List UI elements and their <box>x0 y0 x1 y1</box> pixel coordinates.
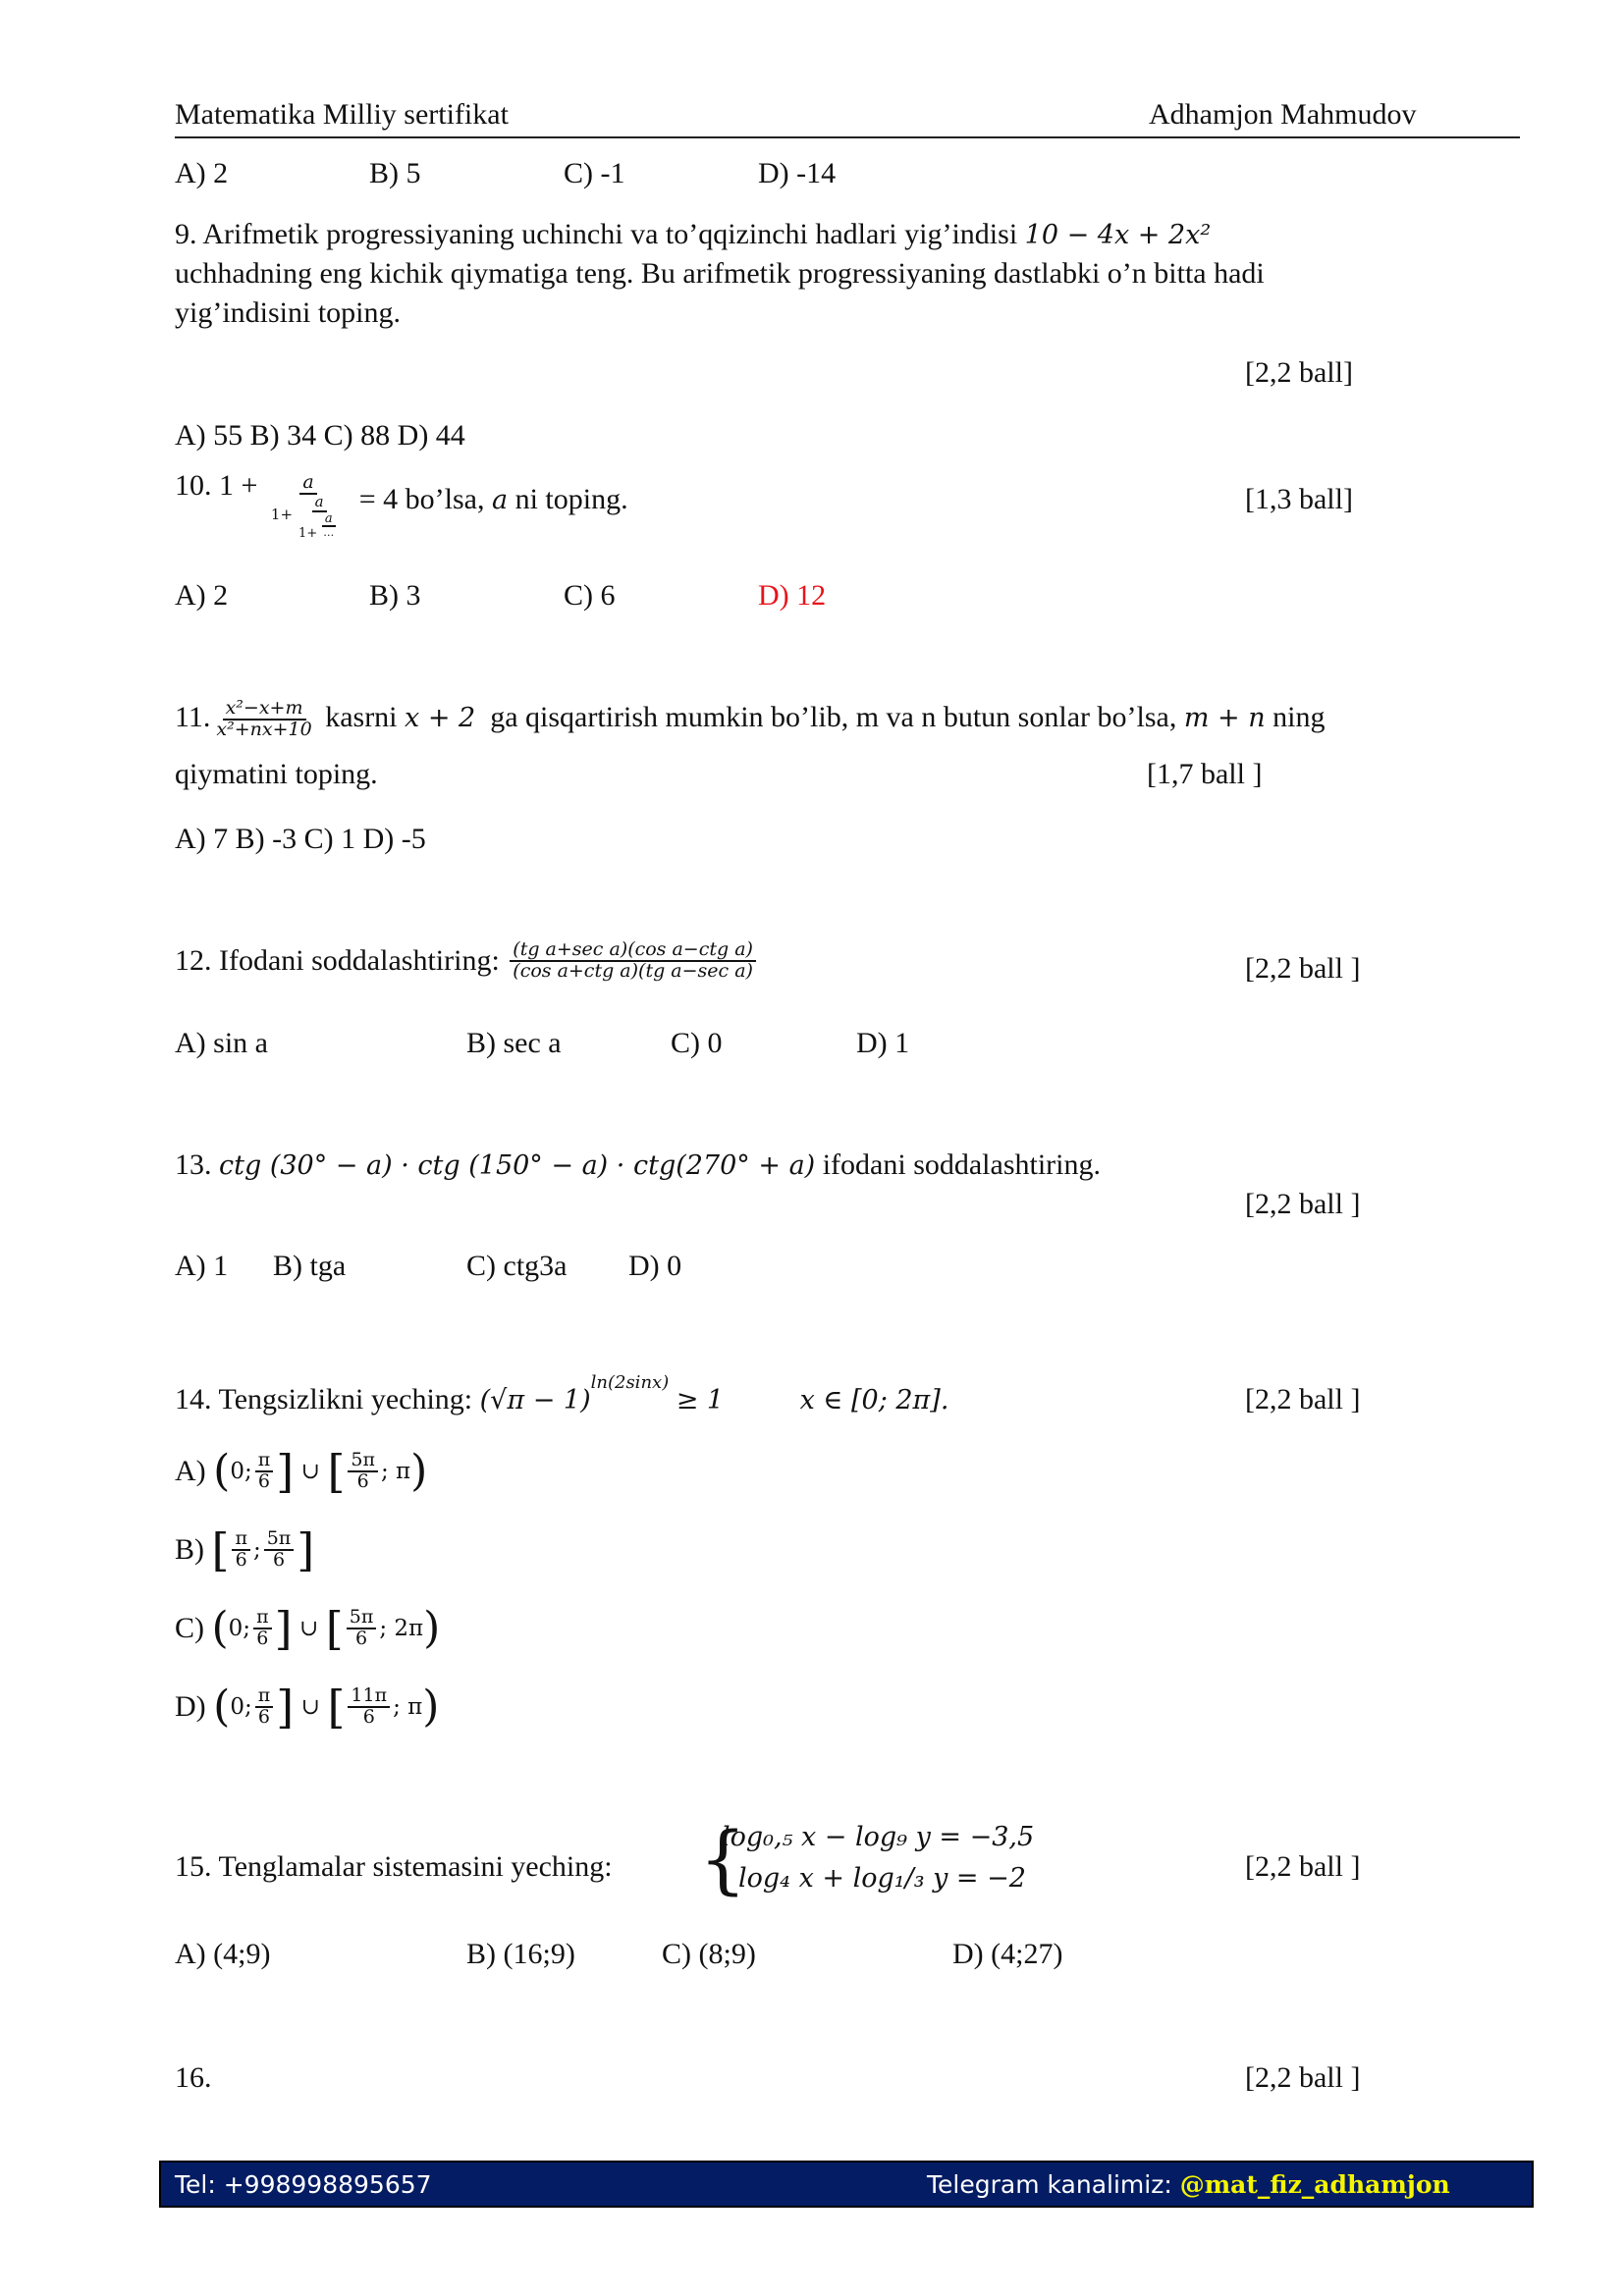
q12-fraction <box>510 940 756 982</box>
q12-frac-num: (tg a+sec a)(cos a−ctg a) <box>510 940 756 962</box>
q10-option-b: B) 3 <box>369 579 421 612</box>
q15-eq2: log₄ x + log₁/₃ y = −2 <box>738 1863 1026 1894</box>
q11-number: 11. <box>175 700 211 733</box>
q10-tail: ni toping. <box>514 483 628 515</box>
footer-telegram <box>927 2170 1450 2199</box>
q8-option-b: B) 5 <box>369 157 421 189</box>
q11-line1 <box>175 699 1325 740</box>
5pi-over-6: $\frac{5\pi}{6}$ <box>264 1529 295 1571</box>
q12-points: [2,2 ball ] <box>1245 952 1361 985</box>
q10-inner-num: a <box>312 495 327 512</box>
q14-relation: ≥ 1 <box>676 1385 725 1415</box>
q14-exponent: ln(2sinx) <box>590 1372 670 1393</box>
q10-number: 10. 1 + <box>175 469 258 502</box>
q10-continued-fraction <box>268 473 349 543</box>
q15-option-b: B) (16;9) <box>466 1938 575 1970</box>
open-paren: ( <box>213 1445 231 1496</box>
open-bracket: [ <box>327 1444 346 1498</box>
q14-points: [2,2 ball ] <box>1245 1383 1361 1415</box>
q13-option-a: A) 1 <box>175 1250 229 1282</box>
q14-option-d-letter: D) <box>175 1689 206 1723</box>
header-author: Adhamjon Mahmudov <box>1149 98 1417 131</box>
q11-text3: ning <box>1272 700 1326 733</box>
q11-fraction <box>213 699 314 740</box>
q16-points: [2,2 ball ] <box>1245 2061 1361 2094</box>
footer-phone: Tel: +998998895657 <box>175 2170 432 2199</box>
header-divider <box>175 136 1520 138</box>
q10-den-prefix: 1+ <box>270 505 294 523</box>
open-bracket: [ <box>211 1522 230 1576</box>
q8-option-a: A) 2 <box>175 157 229 189</box>
q11-line2: qiymatini toping. <box>175 758 378 790</box>
q11-math2: m + n <box>1183 702 1266 733</box>
q12-option-a: A) sin a <box>175 1027 268 1059</box>
q13-expression: ctg (30° − a) · ctg (150° − a) · ctg(270° + a) <box>219 1150 816 1181</box>
q14-option-b: B) [ $\frac{\pi}{6}$ ; $\frac{5\pi}{6}$ ] <box>175 1522 315 1576</box>
q13-option-c: C) ctg3a <box>466 1250 568 1282</box>
pi-over-6: $\frac{\pi}{6}$ <box>255 1686 274 1728</box>
q10-option-d-correct: D) 12 <box>758 579 827 612</box>
q13-points: [2,2 ball ] <box>1245 1188 1361 1220</box>
q11-points: [1,7 ball ] <box>1147 758 1263 790</box>
zero: 0; <box>230 1458 252 1484</box>
q10-line <box>175 469 628 543</box>
q9-options: A) 55 B) 34 C) 88 D) 44 <box>175 419 465 452</box>
q12-frac-den: (cos a+ctg a)(tg a−sec a) <box>513 959 753 982</box>
q14-option-a-letter: A) <box>175 1454 206 1487</box>
union-symbol: ∪ <box>300 1458 320 1484</box>
q8-option-c: C) -1 <box>564 157 625 189</box>
q11-frac-den: x²+nx+10 <box>216 718 312 740</box>
q14-option-c: C) (0; $\frac{\pi}{6}$ ] ∪ [ $\frac{5\pi}{6}$ ; 2π) <box>175 1601 441 1655</box>
q11-text2: ga qisqartirish mumkin bo’lib, m va n butun sonlar bo’lsa, <box>490 700 1177 733</box>
close-paren: ) <box>410 1445 428 1496</box>
q11-text1: kasrni <box>325 700 398 733</box>
5pi-over-6: $\frac{5\pi}{6}$ <box>348 1451 378 1492</box>
q14-option-b-letter: B) <box>175 1532 204 1566</box>
close-bracket: ] <box>297 1522 315 1576</box>
q10-points: [1,3 ball] <box>1245 483 1353 515</box>
q10-option-c: C) 6 <box>564 579 616 612</box>
q13-number: 13. <box>175 1148 212 1181</box>
q14-option-d: D) (0; $\frac{\pi}{6}$ ] ∪ [ $\frac{11\pi}{6}$ ; π) <box>175 1680 440 1734</box>
q9-line3: yig’indisini toping. <box>175 296 402 329</box>
q9-line2: uchhadning eng kichik qiymatiga teng. Bu arifmetik progressiyaning dastlabki o’n bitta hadi <box>175 257 1265 290</box>
q8-option-d: D) -14 <box>758 157 837 189</box>
q10-inner-frac <box>296 492 343 543</box>
q14-base: (√π − 1) <box>479 1385 591 1415</box>
q14-option-c-letter: C) <box>175 1611 204 1644</box>
q13-text: ifodani soddalashtiring. <box>822 1148 1102 1181</box>
pi-end: ; π <box>380 1458 411 1484</box>
q11-math1: x + 2 <box>405 702 476 733</box>
q11-options: A) 7 B) -3 C) 1 D) -5 <box>175 823 426 855</box>
5pi-over-6: $\frac{5\pi}{6}$ <box>347 1608 377 1649</box>
q15-points: [2,2 ball ] <box>1245 1850 1361 1883</box>
q10-frac-den <box>268 492 349 543</box>
q10-inner-prefix: 1+ <box>298 525 318 541</box>
q14-domain: x ∈ [0; 2π]. <box>799 1385 949 1415</box>
q10-inner-den <box>296 512 343 544</box>
pi-over-6: $\frac{\pi}{6}$ <box>255 1451 274 1492</box>
q12-line <box>175 940 759 982</box>
q13-option-d: D) 0 <box>628 1250 682 1282</box>
q14-label: 14. Tengsizlikni yeching: <box>175 1383 473 1415</box>
q12-label: 12. Ifodani soddalashtiring: <box>175 943 500 977</box>
q16-number: 16. <box>175 2061 212 2094</box>
q10-var: a <box>491 485 509 515</box>
q12-option-b: B) sec a <box>466 1027 562 1059</box>
q10-inner2-den: … <box>323 526 335 540</box>
q14-option-a <box>175 1444 428 1498</box>
q14-line <box>175 1372 949 1417</box>
q12-option-d: D) 1 <box>856 1027 910 1059</box>
q15-eq1: log₀,₅ x − log₉ y = −3,5 <box>722 1822 1035 1852</box>
q10-option-a: A) 2 <box>175 579 229 612</box>
q15-option-d: D) (4;27) <box>952 1938 1063 1970</box>
q10-inner2-num: a <box>322 512 336 528</box>
q10-inner2-frac <box>320 512 337 539</box>
q15-option-c: C) (8;9) <box>662 1938 756 1970</box>
q9-text: 9. Arifmetik progressiyaning uchinchi va to’qqizinchi hadlari yig’indisi <box>175 218 1025 250</box>
q13-option-b: B) tga <box>273 1250 347 1282</box>
union-symbol: ∪ <box>300 1693 320 1720</box>
pi-over-6: $\frac{\pi}{6}$ <box>232 1529 250 1571</box>
footer-bar <box>159 2161 1534 2208</box>
system-brace: { <box>699 1815 747 1902</box>
q11-frac-num: x²−x+m <box>223 699 306 721</box>
header-title: Matematika Milliy sertifikat <box>175 98 509 131</box>
telegram-label: Telegram kanalimiz: <box>927 2170 1172 2199</box>
q10-eq: = 4 bo’lsa, <box>358 483 485 515</box>
q9-math: 10 − 4x + 2x² <box>1024 220 1212 250</box>
telegram-handle-link[interactable]: @mat_fiz_adhamjon <box>1179 2170 1450 2199</box>
q10-frac-num: a <box>299 473 316 495</box>
close-bracket: ] <box>276 1444 295 1498</box>
pi-over-6: $\frac{\pi}{6}$ <box>253 1608 272 1649</box>
q15-option-a: A) (4;9) <box>175 1938 271 1970</box>
q12-option-c: C) 0 <box>671 1027 723 1059</box>
union-symbol: ∪ <box>299 1615 319 1641</box>
q15-label: 15. Tenglamalar sistemasini yeching: <box>175 1850 613 1883</box>
q9-line1 <box>175 218 1211 252</box>
q9-points: [2,2 ball] <box>1245 356 1353 389</box>
q13-line <box>175 1148 1101 1183</box>
11pi-over-6: $\frac{11\pi}{6}$ <box>348 1686 390 1728</box>
